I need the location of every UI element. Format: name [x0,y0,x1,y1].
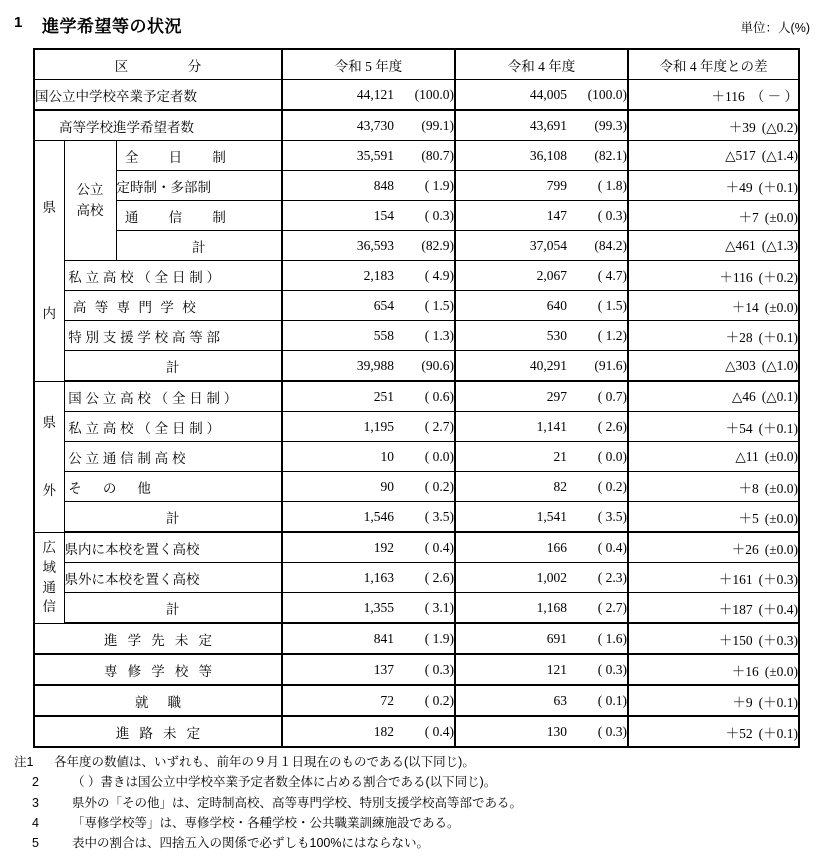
footnotes [14,752,814,853]
row-value-difference: △46 (△0.1) [628,381,799,412]
row-label: 進路未定 [34,716,282,747]
row-value-difference: ＋8 (±0.0) [628,472,799,502]
row-value-previous: 799 ( 1.8) [455,171,628,201]
footnote-item [14,752,814,772]
row-value-previous: 297 ( 0.7) [455,381,628,412]
row-value-previous: 130 ( 0.3) [455,716,628,747]
row-value-difference: ＋28 (＋0.1) [628,321,799,351]
page-title: 進学希望等の状況 [42,17,182,36]
footnote-mark: 4 [32,815,39,830]
footnote-mark: 2 [32,775,39,790]
row-value-previous: 1,541 ( 3.5) [455,502,628,533]
row-value-current: 251 ( 0.6) [282,381,455,412]
row-label: 県内に本校を置く高校 [64,532,282,563]
header-year-previous: 令和 4 年度 [455,49,628,80]
header-difference: 令和 4 年度との差 [628,49,799,80]
row-value-difference: ＋14 (±0.0) [628,291,799,321]
table-row [34,442,799,472]
row-value-current: 36,593 (82.9) [282,231,455,261]
row-label: 国公立高校（全日制） [64,381,282,412]
row-value-current: 654 ( 1.5) [282,291,455,321]
table-row [34,593,799,624]
table-row [34,351,799,382]
table-row [34,532,799,563]
table-row [34,80,799,111]
row-value-previous: 691 ( 1.6) [455,623,628,654]
row-value-current: 841 ( 1.9) [282,623,455,654]
table-row [34,623,799,654]
row-value-current: 2,183 ( 4.9) [282,261,455,291]
row-value-current: 558 ( 1.3) [282,321,455,351]
row-value-difference: ＋116 (＋0.2) [628,261,799,291]
table-row [34,472,799,502]
row-value-previous: 121 ( 0.3) [455,654,628,685]
table-row [34,110,799,141]
row-value-difference: △11 (±0.0) [628,442,799,472]
table-row [34,412,799,442]
row-value-current: 10 ( 0.0) [282,442,455,472]
row-label: 全 日 制 [116,141,282,171]
group-label-kouiki-tsushin: 広 域 通 信 [34,532,64,623]
row-value-previous: 2,067 ( 4.7) [455,261,628,291]
row-value-difference: ＋49 (＋0.1) [628,171,799,201]
row-value-current: 137 ( 0.3) [282,654,455,685]
row-value-difference: ＋39 (△0.2) [628,110,799,141]
row-value-current: 1,163 ( 2.6) [282,563,455,593]
row-value-current: 848 ( 1.9) [282,171,455,201]
row-value-difference: ＋187 (＋0.4) [628,593,799,624]
footnote-item [14,813,814,833]
row-label: 国公立中学校卒業予定者数 [34,80,282,111]
table-row [34,261,799,291]
row-value-difference: ＋26 (±0.0) [628,532,799,563]
table-row [34,201,799,231]
table-row [34,321,799,351]
row-label: 公立通信制高校 [64,442,282,472]
row-value-previous: 44,005 (100.0) [455,80,628,111]
row-label: 専修学校等 [34,654,282,685]
footnote-mark: 3 [32,795,39,810]
table-row [34,654,799,685]
row-value-current: 182 ( 0.4) [282,716,455,747]
row-value-previous: 1,141 ( 2.6) [455,412,628,442]
footnote-text: （ ）書きは国公立中学校卒業予定者数全体に占める割合である(以下同じ)。 [72,775,497,790]
row-value-current: 44,121 (100.0) [282,80,455,111]
header-category: 区 分 [34,49,282,80]
row-value-previous: 147 ( 0.3) [455,201,628,231]
row-value-difference: ＋52 (＋0.1) [628,716,799,747]
footnote-text: 「専修学校等」は、専修学校・各種学校・公共職業訓練施設である。 [72,815,460,830]
row-value-previous: 640 ( 1.5) [455,291,628,321]
footnote-item [14,833,814,853]
row-value-previous: 36,108 (82.1) [455,141,628,171]
row-value-current: 72 ( 0.2) [282,685,455,716]
table-row [34,381,799,412]
footnote-item [14,772,814,792]
row-label: 計 [64,593,282,624]
table-row [34,141,799,171]
row-label: 私立高校（全日制） [64,261,282,291]
header-year-current: 令和 5 年度 [282,49,455,80]
row-value-previous: 82 ( 0.2) [455,472,628,502]
row-value-previous: 40,291 (91.6) [455,351,628,382]
row-label: 計 [116,231,282,261]
statistics-table-wrapper [33,48,800,748]
table-row [34,502,799,533]
table-header-row [34,49,799,80]
section-number: 1 [14,14,23,31]
row-label: 就職 [34,685,282,716]
row-value-previous: 37,054 (84.2) [455,231,628,261]
row-value-previous: 43,691 (99.3) [455,110,628,141]
row-value-previous: 21 ( 0.0) [455,442,628,472]
row-label: 進学先未定 [34,623,282,654]
row-label: 定時制・多部制 [116,171,282,201]
row-value-difference: ＋7 (±0.0) [628,201,799,231]
row-value-current: 1,195 ( 2.7) [282,412,455,442]
row-value-difference: △303 (△1.0) [628,351,799,382]
row-value-difference: △517 (△1.4) [628,141,799,171]
footnote-mark: 5 [32,836,39,850]
row-label: 高等専門学校 [64,291,282,321]
row-value-previous: 166 ( 0.4) [455,532,628,563]
row-value-previous: 1,002 ( 2.3) [455,563,628,593]
document-title-row [0,12,832,38]
statistics-table [33,48,800,748]
row-label: そ の 他 [64,472,282,502]
table-row [34,231,799,261]
row-value-current: 192 ( 0.4) [282,532,455,563]
table-row [34,716,799,747]
row-label: 高等学校進学希望者数 [34,110,282,141]
row-value-difference: △461 (△1.3) [628,231,799,261]
row-value-previous: 530 ( 1.2) [455,321,628,351]
group-label-kengai: 県 外 [34,381,64,532]
row-value-current: 90 ( 0.2) [282,472,455,502]
row-value-current: 39,988 (90.6) [282,351,455,382]
row-label: 計 [64,502,282,533]
row-label: 私立高校（全日制） [64,412,282,442]
row-value-current: 154 ( 0.3) [282,201,455,231]
row-label: 通 信 制 [116,201,282,231]
row-label: 特別支援学校高等部 [64,321,282,351]
row-label: 計 [64,351,282,382]
row-value-difference: ＋9 (＋0.1) [628,685,799,716]
row-value-difference: ＋16 (±0.0) [628,654,799,685]
row-value-previous: 1,168 ( 2.7) [455,593,628,624]
row-value-current: 1,355 ( 3.1) [282,593,455,624]
row-value-difference: ＋150 (＋0.3) [628,623,799,654]
footnote-item [14,793,814,813]
footnote-text: 県外の「その他」は、定時制高校、高等専門学校、特別支援学校高等部である。 [72,795,523,810]
table-row [34,291,799,321]
table-row [34,685,799,716]
table-row [34,563,799,593]
row-label: 県外に本校を置く高校 [64,563,282,593]
group-label-public-highschool: 公立 高校 [64,141,116,261]
row-value-difference: ＋116 （ － ） [628,80,799,111]
footnote-text: 各年度の数値は、いずれも、前年の９月１日現在のものである(以下同じ)。 [54,755,475,769]
row-value-difference: ＋161 (＋0.3) [628,563,799,593]
row-value-difference: ＋54 (＋0.1) [628,412,799,442]
group-label-kennai: 県 内 [34,141,64,382]
footnote-mark: 注1 [14,755,34,769]
row-value-current: 1,546 ( 3.5) [282,502,455,533]
row-value-previous: 63 ( 0.1) [455,685,628,716]
unit-note: 単位：人(%) [740,21,810,35]
row-value-current: 35,591 (80.7) [282,141,455,171]
row-value-current: 43,730 (99.1) [282,110,455,141]
footnote-text: 表中の割合は、四捨五入の関係で必ずしも100%にはならない。 [72,836,429,850]
table-row [34,171,799,201]
row-value-difference: ＋5 (±0.0) [628,502,799,533]
